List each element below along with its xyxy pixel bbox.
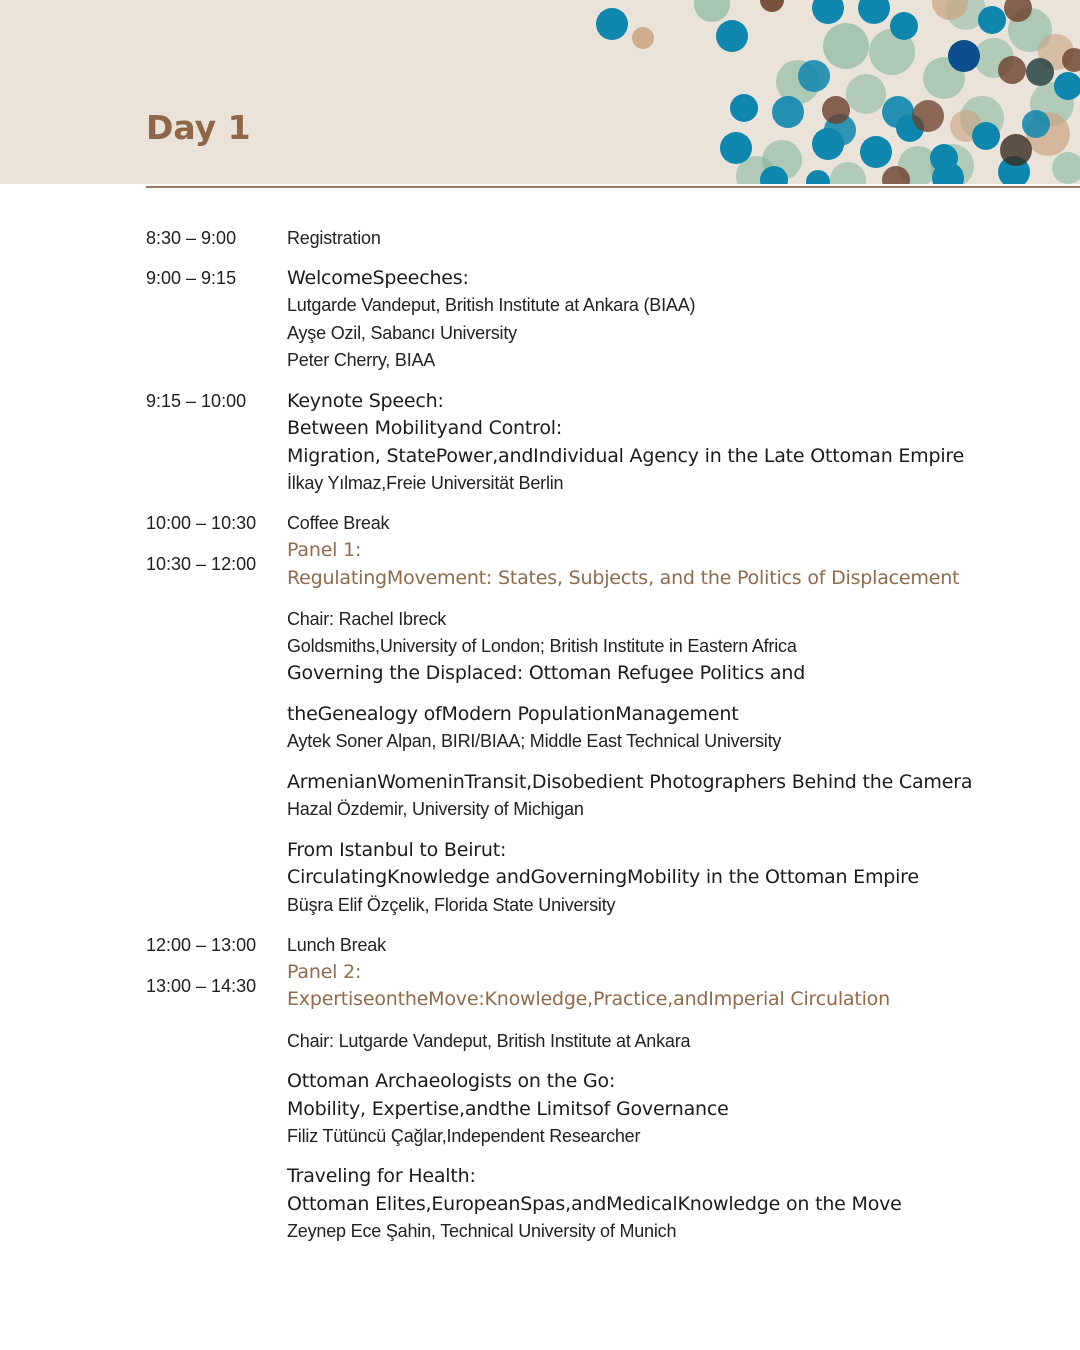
speaker-name: Zeynep Ece Şahin,: [287, 1221, 436, 1241]
decorative-dots: [0, 0, 1080, 184]
speaker-name: İlkay Yılmaz,: [287, 473, 387, 493]
time-slot: 10:00 – 10:30: [146, 513, 257, 533]
lunch-break: Lunch Break: [287, 935, 386, 955]
keynote-speaker: [287, 473, 563, 494]
time-slot: 13:00 – 14:30: [146, 976, 257, 996]
talk-title: From Istanbul to Beirut:: [287, 839, 507, 861]
talk-title: Mobility, Expertise,andthe Limitsof Governance: [287, 1098, 729, 1120]
welcome-speaker: Ayşe Ozil, Sabancı University: [287, 323, 517, 343]
registration-item: Registration: [287, 228, 381, 248]
talk-title: Traveling for Health:: [287, 1165, 476, 1187]
header-banner: [0, 0, 1080, 184]
welcome-speaker: [287, 295, 695, 316]
welcome-heading: WelcomeSpeeches:: [287, 267, 469, 289]
talk-title: ArmenianWomeninTransit,Disobedient Photographers Behind the Camera: [287, 771, 973, 793]
welcome-speaker: Peter Cherry, BIAA: [287, 350, 436, 370]
dot-pattern-graphic: [596, 0, 1080, 184]
talk-title: Governing the Displaced: Ottoman Refugee Politics and: [287, 662, 806, 684]
speaker-affiliation: British Institute at Ankara (BIAA): [445, 295, 696, 315]
keynote-title: Between Mobilityand Control:: [287, 417, 563, 439]
panel-1-title: RegulatingMovement: States, Subjects, and the Politics of Displacement: [287, 567, 960, 589]
talk-speaker: Filiz Tütüncü Çağlar,Independent Researcher: [287, 1126, 641, 1146]
talk-title: Ottoman Elites,EuropeanSpas,andMedicalKnowledge on the Move: [287, 1193, 902, 1215]
page-title: Day 1: [146, 108, 251, 147]
talk-speaker: Aytek Soner Alpan, BIRI/BIAA; Middle East Technical University: [287, 731, 782, 751]
panel-2-title: ExpertiseontheMove:Knowledge,Practice,andImperial Circulation: [287, 988, 890, 1010]
panel-2-chair: Chair: Lutgarde Vandeput, British Institute at Ankara: [287, 1031, 691, 1051]
talk-speaker: [287, 1221, 676, 1242]
speaker-name: Lutgarde Vandeput,: [287, 295, 441, 315]
talk-title: Ottoman Archaeologists on the Go:: [287, 1070, 616, 1092]
time-slot: 10:30 – 12:00: [146, 554, 257, 574]
talk-title: theGenealogy ofModern PopulationManagement: [287, 703, 739, 725]
time-slot: 12:00 – 13:00: [146, 935, 257, 955]
time-slot: 8:30 – 9:00: [146, 228, 237, 248]
divider: [146, 186, 1080, 188]
panel-2-label: Panel 2:: [287, 961, 362, 983]
coffee-break: Coffee Break: [287, 513, 390, 533]
talk-speaker: Hazal Özdemir, University of Michigan: [287, 799, 584, 819]
keynote-heading: Keynote Speech:: [287, 390, 444, 412]
speaker-affiliation: Freie Universität Berlin: [386, 473, 564, 493]
talk-title: CirculatingKnowledge andGoverningMobility in the Ottoman Empire: [287, 866, 919, 888]
time-slot: 9:15 – 10:00: [146, 391, 247, 411]
speaker-affiliation: Technical University of Munich: [440, 1221, 677, 1241]
panel-1-chair-affiliation: Goldsmiths,University of London; British Institute in Eastern Africa: [287, 636, 797, 656]
talk-speaker: Büşra Elif Özçelik, Florida State University: [287, 895, 616, 915]
panel-1-chair: Chair: Rachel Ibreck: [287, 609, 447, 629]
time-slot: 9:00 – 9:15: [146, 268, 237, 288]
keynote-title: Migration, StatePower,andIndividual Agency in the Late Ottoman Empire: [287, 445, 965, 467]
panel-1-label: Panel 1:: [287, 539, 362, 561]
